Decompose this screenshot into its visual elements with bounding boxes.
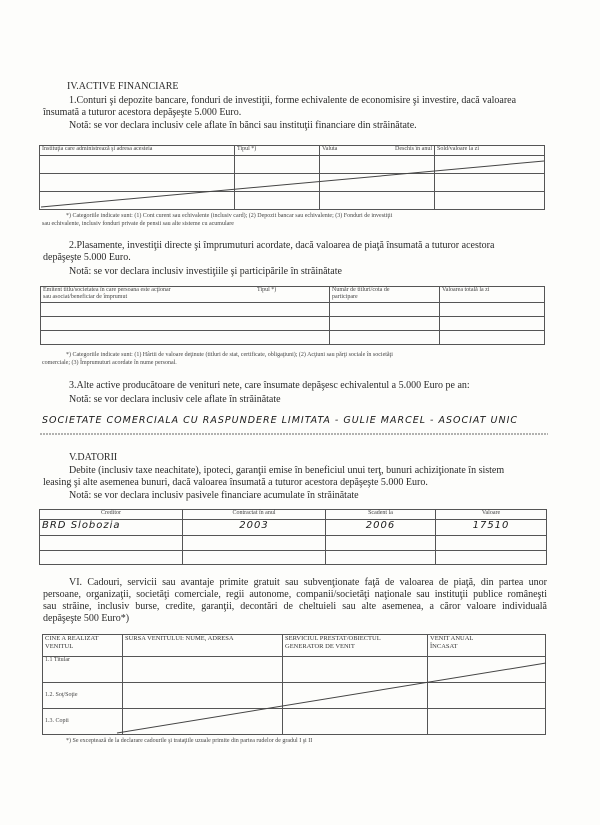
t2-header-shares-line2: participare	[332, 294, 358, 300]
debts-table	[39, 509, 547, 565]
investments-table	[40, 286, 545, 345]
t1-header-opened: Deschis în anul	[364, 146, 435, 156]
t4-row-titular: 1.1 Titular	[43, 657, 123, 683]
handwritten-other-assets: SOCIETATE COMERCIALA CU RASPUNDERE LIMITATA - GULIE MARCEL - ASOCIAT UNIC	[42, 415, 519, 426]
t4-header-income	[428, 635, 546, 657]
s6-p-line3: sau străine, inclusiv burse, credite, garanţii, decontări de cheltuieli sau alte asemenea, a căror valoare individuală	[43, 601, 547, 612]
t2-header-issuer-line1: Emitent titlu/societatea în care persoana este acţionar	[43, 287, 171, 293]
table-row	[41, 331, 545, 345]
t3-header-creditor: Creditor	[40, 510, 183, 520]
t4-header-who-line2: VENITUL	[45, 643, 74, 650]
t4-header-who	[43, 635, 123, 657]
t1-header-institution: Instituţia care administrează şi adresa acesteia	[40, 146, 235, 156]
s4-p1-line2: însumată a tuturor acestora depăşeşte 5.000 Euro.	[43, 107, 242, 118]
s4-note3: Notă: se vor declara inclusiv cele aflate în străinătate	[69, 394, 281, 405]
t4-header-income-line1: VENIT ANUAL	[430, 635, 474, 642]
debt-year: 2003	[183, 520, 326, 536]
s6-p-line1: VI. Cadouri, servicii sau avantaje primite gratuit sau subvenţionate faţă de valoarea de piaţă, din partea unor	[69, 577, 547, 588]
t2-header-shares	[330, 287, 440, 303]
t3-header-contracted: Contractat în anul	[183, 510, 326, 520]
t3-header-due: Scadent la	[326, 510, 436, 520]
s6-p-line2: persoane, organizaţii, societăţi comerciale, regii autonome, companii/societăţi naţionale sau instituţii publice româneşti	[43, 589, 547, 600]
table-row	[40, 536, 547, 550]
t2-header-shares-line1: Număr de titluri/cota de	[332, 287, 390, 293]
t1-header-currency: Valuta	[320, 146, 365, 156]
handwritten-underline	[40, 432, 550, 436]
t4-header-income-line2: ÎNCASAT	[430, 643, 458, 650]
debt-creditor: BRD Slobozia	[40, 520, 183, 536]
s4-p3: 3.Alte active producătoare de venituri nete, care însumate depăşesc echivalentul a 5.000 Euro pe an:	[69, 380, 470, 391]
debt-due: 2006	[326, 520, 436, 536]
t4-header-service	[283, 635, 428, 657]
t4-strike-line	[42, 655, 548, 735]
s4-p2-line1: 2.Plasamente, investiţii directe şi împrumuturi acordate, dacă valoarea de piaţă însumată a tuturor acestora	[69, 240, 495, 251]
t4-header-source: SURSA VENITULUI: NUME, ADRESA	[123, 635, 283, 657]
table-row	[40, 520, 547, 536]
debt-value: 17510	[436, 520, 547, 536]
t1-header-type: Tipul *)	[235, 146, 320, 156]
section-v-heading: V.DATORII	[69, 452, 118, 463]
s5-p-line1: Debite (inclusiv taxe neachitate), ipoteci, garanţii emise în beneficiul unui terţ, bunuri achiziţionate în sistem	[69, 465, 505, 476]
t1-footnote-line2: sau echivalente, inclusiv fonduri private de pensii sau alte sisteme cu acumulare	[42, 221, 234, 227]
s4-note2: Notă: se vor declara inclusiv investiţiile şi participările în străinătate	[69, 266, 342, 277]
t1-header-balance: Sold/valoare la zi	[435, 146, 545, 156]
t4-row-children: 1.3. Copii	[43, 709, 123, 735]
s4-p1-line1: 1.Conturi şi depozite bancare, fonduri de investiţii, forme echivalente de economisire şi investire, dacă valoarea	[69, 95, 517, 106]
t2-footnote-line2: comerciale; (3) Împrumuturi acordate în nume personal.	[42, 360, 177, 366]
t2-header-value: Valoarea totală la zi	[440, 287, 545, 303]
t2-footnote-line1: *) Categoriile indicate sunt: (1) Hârtii de valoare deţinute (titluri de stat, certificate, obligaţiuni); (2) Acţiuni sau părţi sociale în societăţi	[66, 352, 393, 358]
s5-note: Notă: se vor declara inclusiv pasivele financiare acumulate în străinătate	[69, 490, 359, 501]
t2-header-issuer	[41, 287, 256, 303]
t4-footnote: *) Se exceptează de la declarare cadourile şi trataţiile uzuale primite din partea rudelor de gradul I şi II	[66, 738, 313, 744]
t2-header-issuer-line2: sau asociat/beneficiar de împrumut	[43, 294, 128, 300]
section-iv-heading: IV.ACTIVE FINANCIARE	[67, 81, 179, 92]
t4-header-who-line1: CINE A REALIZAT	[45, 635, 99, 642]
t4-row-spouse: 1.2. Soţ/Soţie	[43, 683, 123, 709]
t1-strike-line	[39, 155, 546, 210]
table-row	[40, 550, 547, 564]
t1-footnote-line1: *) Categoriile indicate sunt: (1) Cont curent sau echivalente (inclusiv card); (2) Depozit bancar sau echivalente; (3) Fonduri de investiţii	[66, 213, 393, 219]
t4-header-service-line1: SERVICIUL PRESTAT/OBIECTUL	[285, 635, 381, 642]
t4-header-service-line2: GENERATOR DE VENIT	[285, 643, 355, 650]
s5-p-line2: leasing şi alte asemenea bunuri, dacă valoarea însumată a tuturor acestora depăşeşte 5.000 Euro.	[43, 477, 428, 488]
s6-p-line4: depăşeşte 500 Euro*)	[43, 613, 130, 624]
t2-header-type: Tipul *)	[255, 287, 330, 303]
t3-header-value: Valoare	[436, 510, 547, 520]
table-row	[41, 303, 545, 317]
s4-p2-line2: depăşeşte 5.000 Euro.	[43, 252, 131, 263]
table-row	[41, 317, 545, 331]
s4-note1: Notă: se vor declara inclusiv cele aflate în bănci sau instituţii financiare din străinătate.	[69, 120, 417, 131]
